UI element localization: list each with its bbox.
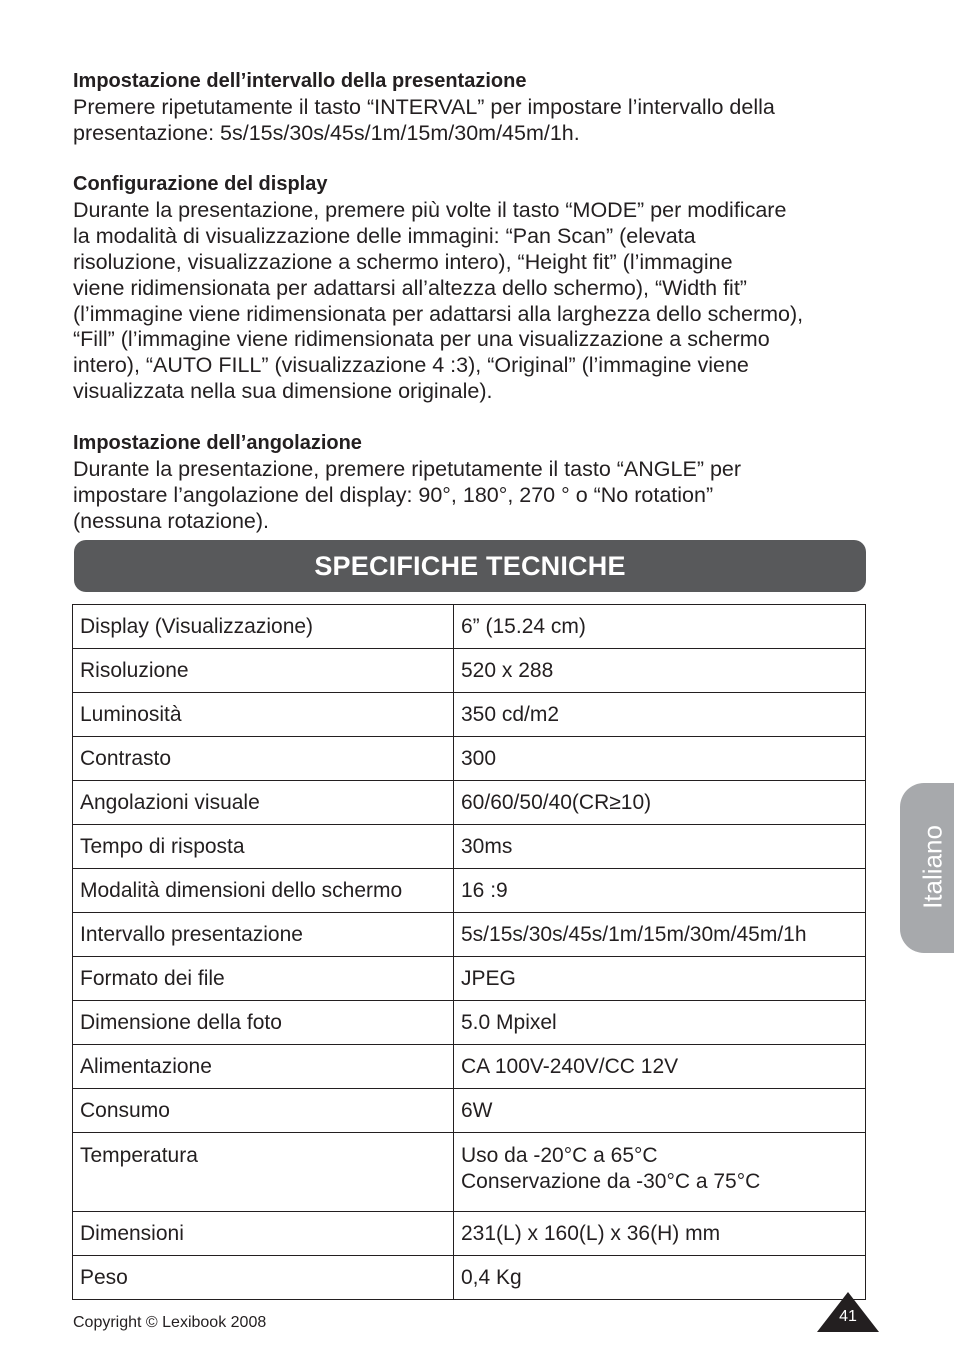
table-row xyxy=(73,957,866,1001)
spec-value: 5s/15s/30s/45s/1m/15m/30m/45m/1h xyxy=(454,913,866,957)
section-line: (nessuna rotazione). xyxy=(73,508,269,533)
spec-value: 6W xyxy=(454,1089,866,1133)
spec-key: Tempo di risposta xyxy=(73,825,454,869)
spec-key: Dimensione della foto xyxy=(73,1001,454,1045)
spec-key: Luminosità xyxy=(73,693,454,737)
section-line: visualizzata nella sua dimensione originale). xyxy=(73,379,493,404)
section-line: risoluzione, visualizzazione a schermo intero), “Height fit” (l’immagine xyxy=(73,249,733,274)
table-row xyxy=(73,1133,866,1212)
table-row xyxy=(73,825,866,869)
spec-key: Formato dei file xyxy=(73,957,454,1001)
spec-value: 300 xyxy=(454,737,866,781)
table-row xyxy=(73,693,866,737)
spec-value-line: Conservazione da -30°C a 75°C xyxy=(461,1170,761,1193)
section-line: la modalità di visualizzazione delle immagini: “Pan Scan” (elevata xyxy=(73,223,696,248)
table-row xyxy=(73,781,866,825)
section-line: (l’immagine viene ridimensionata per adattarsi alla larghezza dello schermo), xyxy=(73,301,804,326)
table-row xyxy=(73,649,866,693)
spec-value-line: Uso da -20°C a 65°C xyxy=(461,1144,658,1167)
spec-value: 5.0 Mpixel xyxy=(454,1001,866,1045)
table-row xyxy=(73,1089,866,1133)
spec-value: 520 x 288 xyxy=(454,649,866,693)
spec-key: Risoluzione xyxy=(73,649,454,693)
spec-value: JPEG xyxy=(454,957,866,1001)
language-tab-label: Italiano xyxy=(917,825,948,909)
table-row xyxy=(73,913,866,957)
section-line: “Fill” (l’immagine viene ridimensionata per una visualizzazione a schermo xyxy=(73,327,770,352)
section-line: Durante la presentazione, premere più volte il tasto “MODE” per modificare xyxy=(73,197,787,222)
specs-title-band xyxy=(74,540,866,592)
page-number: 41 xyxy=(839,1308,857,1325)
spec-value: 16 :9 xyxy=(454,869,866,913)
section-line: Premere ripetutamente il tasto “INTERVAL” per impostare l’intervallo della xyxy=(73,94,775,119)
table-row xyxy=(73,1045,866,1089)
section-display-config xyxy=(73,172,873,405)
spec-value: 0,4 Kg xyxy=(454,1256,866,1300)
table-row xyxy=(73,737,866,781)
table-row xyxy=(73,869,866,913)
spec-key: Dimensioni xyxy=(73,1212,454,1256)
section-heading: Impostazione dell’intervallo della presentazione xyxy=(73,70,527,92)
table-row xyxy=(73,1256,866,1300)
section-interval xyxy=(73,69,873,147)
spec-value: 30ms xyxy=(454,825,866,869)
spec-value: CA 100V-240V/CC 12V xyxy=(454,1045,866,1089)
table-row xyxy=(73,1001,866,1045)
spec-value-multiline xyxy=(454,1133,866,1212)
spec-key: Intervallo presentazione xyxy=(73,913,454,957)
spec-key: Angolazioni visuale xyxy=(73,781,454,825)
spec-key: Alimentazione xyxy=(73,1045,454,1089)
specs-table xyxy=(72,604,866,1300)
section-heading: Configurazione del display xyxy=(73,173,328,195)
language-tab xyxy=(900,783,954,953)
spec-key: Consumo xyxy=(73,1089,454,1133)
spec-key: Modalità dimensioni dello schermo xyxy=(73,869,454,913)
spec-key: Display (Visualizzazione) xyxy=(73,605,454,649)
spec-key: Temperatura xyxy=(73,1133,454,1212)
table-row xyxy=(73,1212,866,1256)
spec-key: Contrasto xyxy=(73,737,454,781)
section-line: viene ridimensionata per adattarsi all’altezza dello schermo), “Width fit” xyxy=(73,275,747,300)
spec-value: 6” (15.24 cm) xyxy=(454,605,866,649)
spec-value: 60/60/50/40(CR≥10) xyxy=(454,781,866,825)
section-line: intero), “AUTO FILL” (visualizzazione 4 :3), “Original” (l’immagine viene xyxy=(73,353,749,378)
spec-value: 350 cd/m2 xyxy=(454,693,866,737)
section-line: impostare l’angolazione del display: 90°, 180°, 270 ° o “No rotation” xyxy=(73,482,714,507)
section-line: Durante la presentazione, premere ripetutamente il tasto “ANGLE” per xyxy=(73,456,742,481)
section-heading: Impostazione dell’angolazione xyxy=(73,432,362,454)
section-line: presentazione: 5s/15s/30s/45s/1m/15m/30m/45m/1h. xyxy=(73,120,580,145)
spec-key: Peso xyxy=(73,1256,454,1300)
table-row xyxy=(73,605,866,649)
spec-value: 231(L) x 160(L) x 36(H) mm xyxy=(454,1212,866,1256)
section-angle xyxy=(73,431,873,535)
specs-title: SPECIFICHE TECNICHE xyxy=(314,550,626,581)
copyright: Copyright © Lexibook 2008 xyxy=(73,1314,267,1331)
